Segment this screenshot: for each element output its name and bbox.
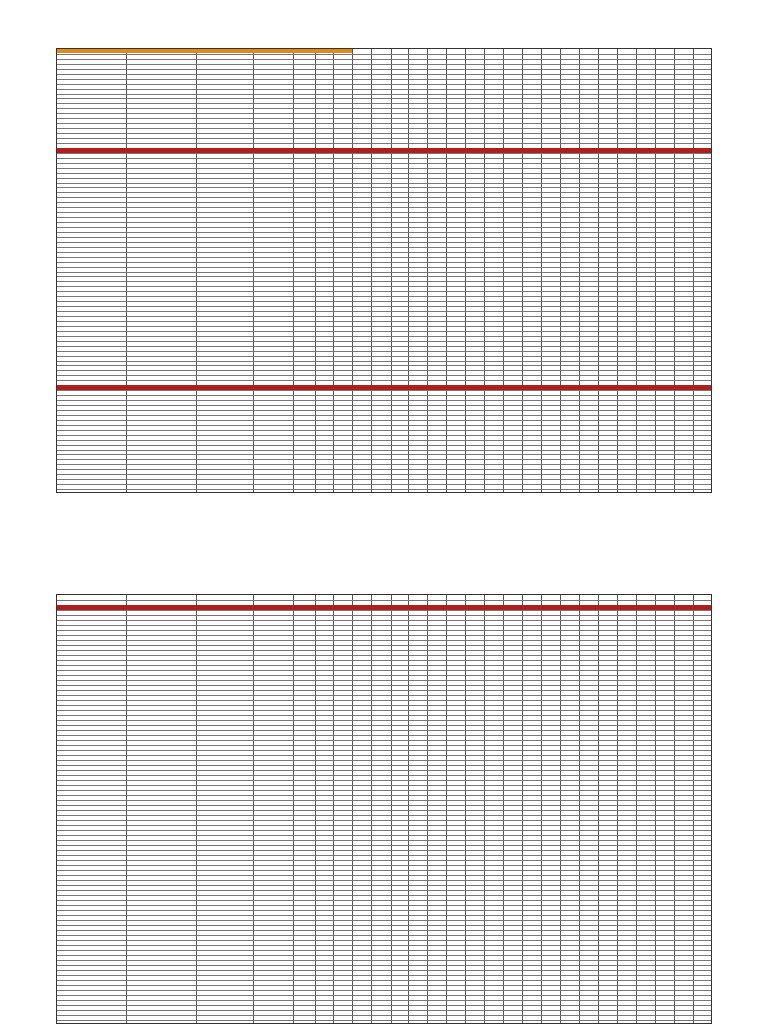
row-divider: [57, 301, 711, 302]
row-divider: [57, 346, 711, 347]
row-divider: [57, 138, 711, 139]
row-divider: [57, 990, 711, 991]
row-divider: [57, 930, 711, 931]
column-header[interactable]: [333, 49, 353, 53]
row-divider: [57, 875, 711, 876]
row-divider: [57, 262, 711, 263]
row-divider: [57, 670, 711, 671]
row-divider: [57, 336, 711, 337]
row-divider: [57, 995, 711, 996]
row-divider: [57, 1005, 711, 1006]
row-divider: [57, 390, 711, 391]
row-divider: [57, 351, 711, 352]
row-divider: [57, 925, 711, 926]
row-divider: [57, 202, 711, 203]
row-divider: [57, 341, 711, 342]
row-divider: [57, 805, 711, 806]
row-divider: [57, 321, 711, 322]
row-divider: [57, 895, 711, 896]
row-divider: [57, 450, 711, 451]
row-divider: [57, 940, 711, 941]
row-divider: [57, 459, 711, 460]
row-divider: [57, 178, 711, 179]
row-divider: [57, 242, 711, 243]
row-divider: [57, 855, 711, 856]
row-divider: [57, 168, 711, 169]
row-divider: [57, 655, 711, 656]
row-divider: [57, 785, 711, 786]
row-divider: [57, 489, 711, 490]
row-divider: [57, 79, 711, 80]
row-divider: [57, 257, 711, 258]
row-divider: [57, 128, 711, 129]
row-divider: [57, 680, 711, 681]
row-divider: [57, 212, 711, 213]
row-divider: [57, 885, 711, 886]
row-divider: [57, 1015, 711, 1016]
row-divider: [57, 985, 711, 986]
row-divider: [57, 395, 711, 396]
row-divider: [57, 64, 711, 65]
row-divider: [57, 173, 711, 174]
row-divider: [57, 750, 711, 751]
row-divider: [57, 965, 711, 966]
row-divider: [57, 1010, 711, 1011]
row-divider: [57, 975, 711, 976]
column-header[interactable]: [57, 49, 127, 53]
row-divider: [57, 469, 711, 470]
row-divider: [57, 118, 711, 119]
row-divider: [57, 316, 711, 317]
row-divider: [57, 267, 711, 268]
row-divider: [57, 795, 711, 796]
row-divider: [57, 705, 711, 706]
row-divider: [57, 84, 711, 85]
row-divider: [57, 153, 711, 154]
row-divider: [57, 123, 711, 124]
row-divider: [57, 740, 711, 741]
row-divider: [57, 445, 711, 446]
table-grid: [56, 594, 712, 1024]
row-divider: [57, 825, 711, 826]
row-divider: [57, 685, 711, 686]
row-divider: [57, 410, 711, 411]
row-divider: [57, 645, 711, 646]
highlighted-row[interactable]: [57, 605, 711, 610]
row-divider: [57, 625, 711, 626]
row-divider: [57, 745, 711, 746]
row-divider: [57, 425, 711, 426]
row-divider: [57, 905, 711, 906]
row-divider: [57, 479, 711, 480]
row-divider: [57, 286, 711, 287]
row-divider: [57, 765, 711, 766]
row-divider: [57, 635, 711, 636]
row-divider: [57, 197, 711, 198]
row-divider: [57, 276, 711, 277]
row-divider: [57, 89, 711, 90]
row-divider: [57, 950, 711, 951]
row-divider: [57, 311, 711, 312]
row-divider: [57, 430, 711, 431]
row-divider: [57, 720, 711, 721]
row-divider: [57, 296, 711, 297]
row-divider: [57, 675, 711, 676]
row-divider: [57, 955, 711, 956]
row-divider: [57, 695, 711, 696]
row-divider: [57, 915, 711, 916]
row-divider: [57, 1000, 711, 1001]
row-divider: [57, 910, 711, 911]
row-divider: [57, 870, 711, 871]
row-divider: [57, 375, 711, 376]
row-divider: [57, 615, 711, 616]
row-divider: [57, 790, 711, 791]
row-divider: [57, 183, 711, 184]
row-divider: [57, 690, 711, 691]
column-header[interactable]: [315, 49, 334, 53]
row-divider: [57, 326, 711, 327]
row-divider: [57, 845, 711, 846]
highlighted-row[interactable]: [57, 148, 711, 153]
row-divider: [57, 960, 711, 961]
row-divider: [57, 464, 711, 465]
row-divider: [57, 700, 711, 701]
row-divider: [57, 108, 711, 109]
row-divider: [57, 237, 711, 238]
row-divider: [57, 715, 711, 716]
spreadsheet-page-2: [56, 594, 712, 1024]
row-divider: [57, 370, 711, 371]
row-divider: [57, 710, 711, 711]
row-divider: [57, 232, 711, 233]
row-divider: [57, 143, 711, 144]
row-divider: [57, 356, 711, 357]
row-divider: [57, 158, 711, 159]
row-divider: [57, 474, 711, 475]
row-divider: [57, 1020, 711, 1021]
row-divider: [57, 440, 711, 441]
row-divider: [57, 920, 711, 921]
row-divider: [57, 361, 711, 362]
row-divider: [57, 252, 711, 253]
row-divider: [57, 730, 711, 731]
row-divider: [57, 935, 711, 936]
row-divider: [57, 69, 711, 70]
row-divider: [57, 217, 711, 218]
row-divider: [57, 281, 711, 282]
row-divider: [57, 306, 711, 307]
row-divider: [57, 133, 711, 134]
row-divider: [57, 830, 711, 831]
row-divider: [57, 650, 711, 651]
row-divider: [57, 74, 711, 75]
row-divider: [57, 725, 711, 726]
row-divider: [57, 454, 711, 455]
row-divider: [57, 415, 711, 416]
row-divider: [57, 945, 711, 946]
column-header[interactable]: [253, 49, 294, 53]
row-divider: [57, 405, 711, 406]
row-divider: [57, 620, 711, 621]
row-divider: [57, 103, 711, 104]
row-divider: [57, 900, 711, 901]
row-divider: [57, 970, 711, 971]
row-divider: [57, 840, 711, 841]
row-divider: [57, 365, 711, 366]
row-divider: [57, 420, 711, 421]
row-divider: [57, 484, 711, 485]
row-divider: [57, 98, 711, 99]
row-divider: [57, 600, 711, 601]
row-divider: [57, 435, 711, 436]
row-divider: [57, 665, 711, 666]
row-divider: [57, 980, 711, 981]
row-divider: [57, 735, 711, 736]
row-divider: [57, 890, 711, 891]
row-divider: [57, 660, 711, 661]
row-divider: [57, 227, 711, 228]
row-divider: [57, 207, 711, 208]
row-divider: [57, 760, 711, 761]
row-divider: [57, 610, 711, 611]
column-header[interactable]: [126, 49, 197, 53]
column-header[interactable]: [293, 49, 316, 53]
row-divider: [57, 400, 711, 401]
row-divider: [57, 850, 711, 851]
row-divider: [57, 810, 711, 811]
row-divider: [57, 640, 711, 641]
row-divider: [57, 770, 711, 771]
table-grid: [56, 48, 712, 493]
row-divider: [57, 815, 711, 816]
row-divider: [57, 820, 711, 821]
row-divider: [57, 187, 711, 188]
row-divider: [57, 755, 711, 756]
row-divider: [57, 780, 711, 781]
row-divider: [57, 163, 711, 164]
row-divider: [57, 291, 711, 292]
column-header[interactable]: [196, 49, 254, 53]
row-divider: [57, 380, 711, 381]
row-divider: [57, 192, 711, 193]
row-divider: [57, 835, 711, 836]
row-divider: [57, 630, 711, 631]
row-divider: [57, 880, 711, 881]
row-divider: [57, 222, 711, 223]
row-divider: [57, 865, 711, 866]
row-divider: [57, 331, 711, 332]
row-divider: [57, 860, 711, 861]
row-divider: [57, 113, 711, 114]
row-divider: [57, 272, 711, 273]
row-divider: [57, 54, 711, 55]
highlighted-row[interactable]: [57, 385, 711, 390]
row-divider: [57, 247, 711, 248]
spreadsheet-page-1: [56, 48, 712, 493]
row-divider: [57, 775, 711, 776]
row-divider: [57, 94, 711, 95]
row-divider: [57, 800, 711, 801]
row-divider: [57, 59, 711, 60]
